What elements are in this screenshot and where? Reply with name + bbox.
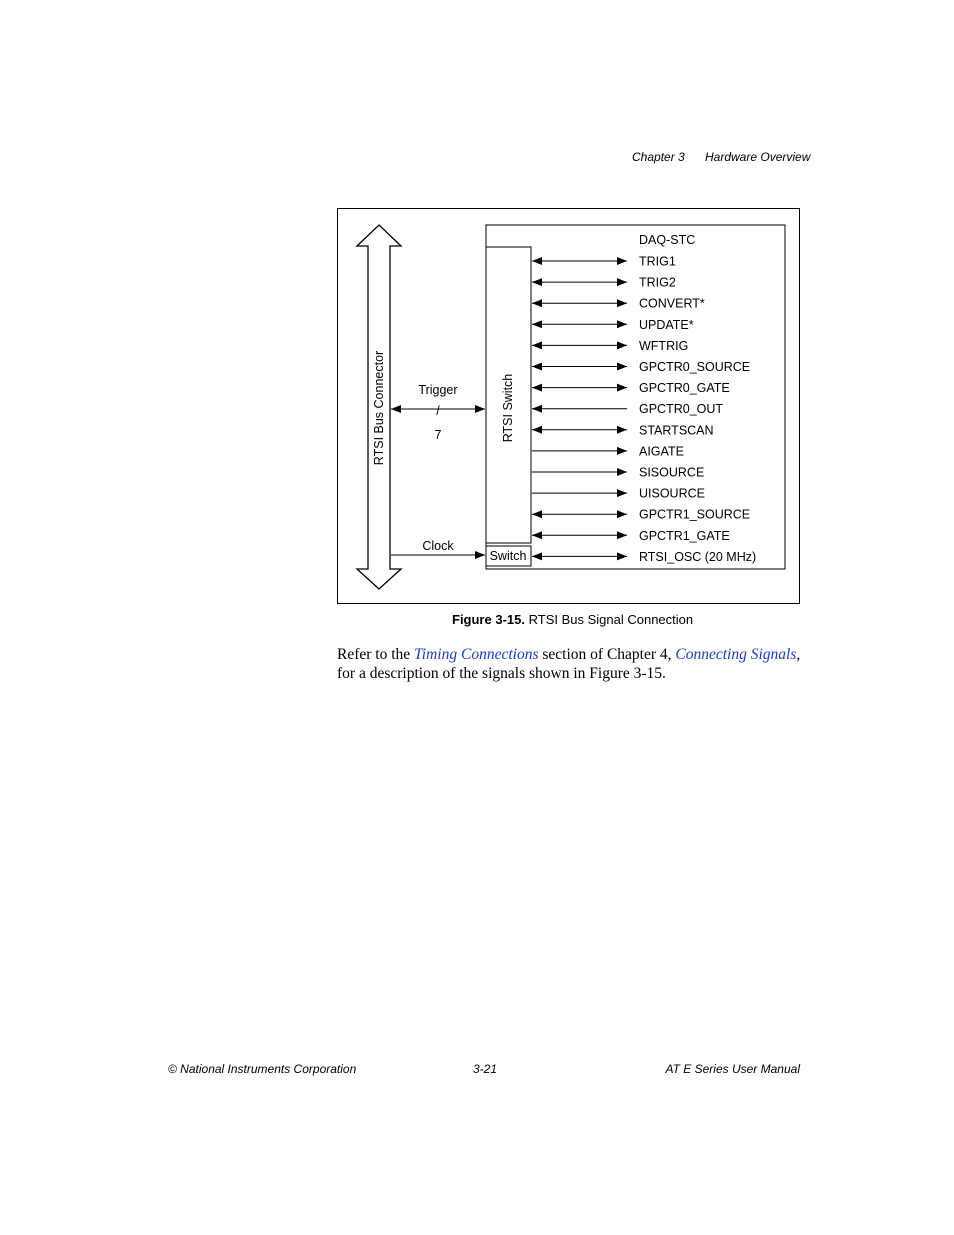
para-text-1: Refer to the	[337, 646, 415, 663]
clock-label: Clock	[422, 539, 454, 553]
signal-label: RTSI_OSC (20 MHz)	[639, 549, 757, 564]
footer-manual-title: AT E Series User Manual	[665, 1062, 800, 1076]
signal-label: STARTSCAN	[639, 423, 714, 438]
signal-label: AIGATE	[639, 444, 684, 459]
signal-rows	[532, 255, 756, 564]
signal-label: GPCTR0_OUT	[639, 402, 724, 417]
trigger-label: Trigger	[418, 383, 458, 397]
header-section: Hardware Overview	[705, 150, 811, 164]
footer-page-number: 3-21	[473, 1062, 498, 1076]
timing-connections-link[interactable]: Timing Connections	[414, 646, 539, 663]
header-chapter: Chapter 3	[632, 150, 685, 164]
signal-label: TRIG1	[639, 254, 676, 269]
caption-number: Figure 3-15.	[452, 612, 525, 627]
signal-label: GPCTR1_SOURCE	[639, 507, 751, 522]
trigger-count: 7	[434, 428, 442, 442]
signal-label: UISOURCE	[639, 486, 705, 501]
rtsi-switch-label: RTSI Switch	[501, 373, 515, 443]
signal-label: WFTRIG	[639, 338, 689, 353]
rtsi-figure	[337, 208, 800, 604]
para-text-3: , for a description of the signals shown in Figure 3-15.	[337, 646, 801, 682]
small-switch-label: Switch	[489, 549, 527, 563]
figure-border	[338, 209, 800, 604]
signal-label: TRIG2	[639, 275, 676, 290]
footer-copyright: © National Instruments Corporation	[168, 1062, 357, 1076]
signal-label: GPCTR0_SOURCE	[639, 360, 751, 374]
para-text-2: section of Chapter 4,	[538, 646, 676, 663]
signal-label: UPDATE*	[639, 317, 694, 332]
signal-label: SISOURCE	[639, 465, 705, 480]
caption-title: RTSI Bus Signal Connection	[528, 612, 694, 627]
rtsi-diagram	[337, 208, 800, 604]
figure-caption	[452, 612, 693, 627]
daq-stc-title: DAQ-STC	[639, 233, 696, 247]
bus-connector-label: RTSI Bus Connector	[372, 350, 386, 466]
signal-label: CONVERT*	[639, 296, 705, 311]
signal-label: GPCTR0_GATE	[639, 381, 730, 396]
connecting-signals-link[interactable]: Connecting Signals	[675, 646, 797, 663]
body-paragraph	[337, 645, 807, 683]
trigger-slash: /	[436, 404, 440, 418]
signal-label: GPCTR1_GATE	[639, 528, 730, 543]
